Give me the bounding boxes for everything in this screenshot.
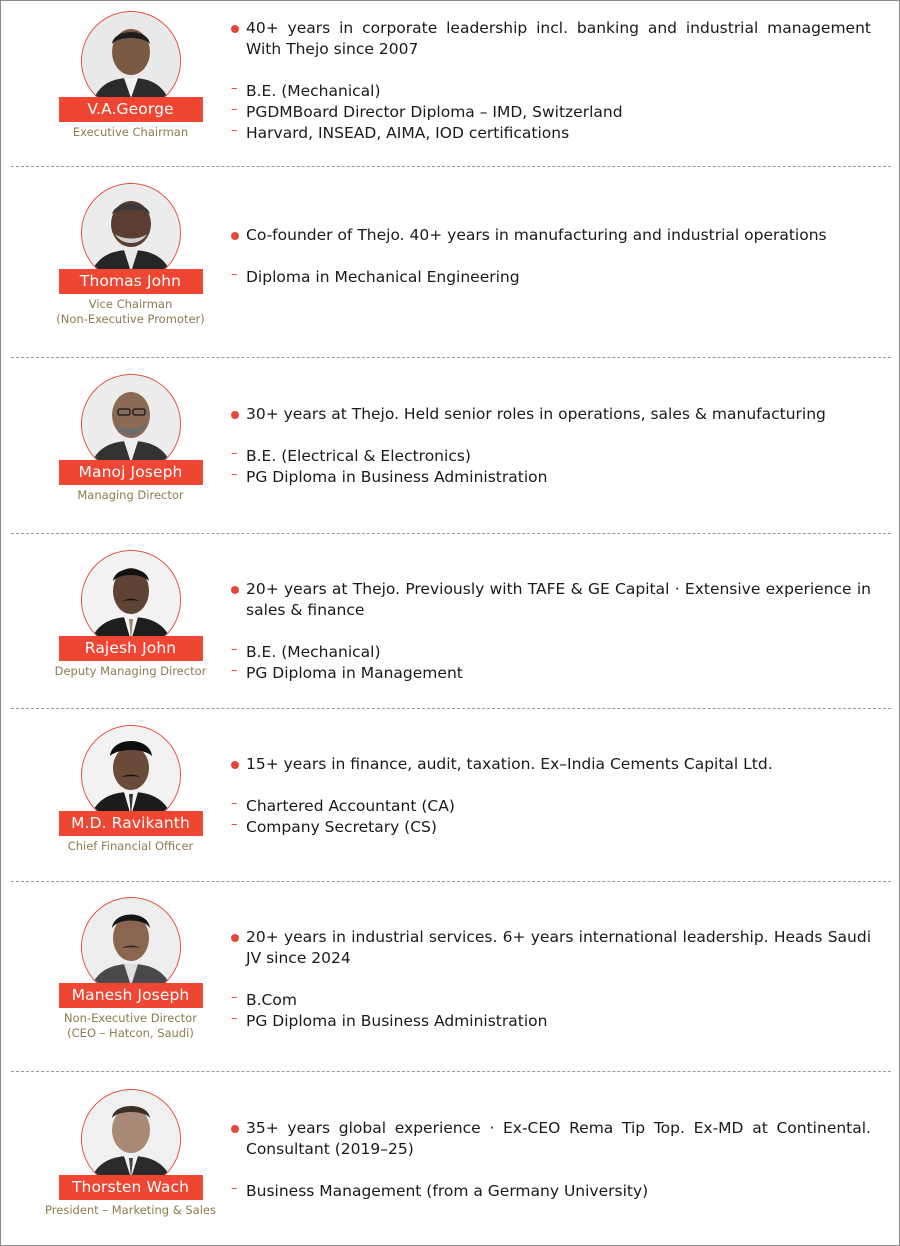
dash-icon: – xyxy=(231,642,238,657)
person-role: Deputy Managing Director xyxy=(54,664,207,678)
experience-summary: 15+ years in finance, audit, taxation. Ex–India Cements Capital Ltd. xyxy=(231,754,871,775)
profile-card xyxy=(43,897,218,1041)
qualifications-list xyxy=(231,1181,871,1202)
profile-card xyxy=(43,1089,218,1218)
person-row-manoj-joseph xyxy=(11,358,891,534)
person-name: V.A.George xyxy=(59,97,203,122)
qualification-item: – B.E. (Electrical & Electronics) xyxy=(231,446,871,467)
bullet-dot-icon xyxy=(231,232,239,240)
person-name: Manesh Joseph xyxy=(59,983,203,1008)
bullet-dot-icon xyxy=(231,934,239,942)
profile-card xyxy=(43,374,218,503)
qualifications-list xyxy=(231,990,871,1032)
qualification-item: – Chartered Accountant (CA) xyxy=(231,796,871,817)
dash-icon: – xyxy=(231,663,238,678)
person-row-thomas-john xyxy=(11,167,891,358)
person-details xyxy=(231,404,871,488)
dash-icon: – xyxy=(231,123,238,138)
profile-card xyxy=(43,550,218,679)
person-role: Vice Chairman (Non-Executive Promoter) xyxy=(56,297,205,326)
person-row-va-george xyxy=(11,1,891,167)
person-row-manesh-joseph xyxy=(11,882,891,1072)
qualifications-list xyxy=(231,446,871,488)
person-role: President – Marketing & Sales xyxy=(45,1203,216,1217)
qualifications-list xyxy=(231,642,871,684)
person-role: Managing Director xyxy=(77,488,184,502)
dash-icon: – xyxy=(231,817,238,832)
qualification-item: – B.Com xyxy=(231,990,871,1011)
experience-summary: Co-founder of Thejo. 40+ years in manufacturing and industrial operations xyxy=(231,225,871,246)
qualification-item: – Business Management (from a Germany University) xyxy=(231,1181,871,1202)
qualifications-list xyxy=(231,267,871,288)
person-role: Non-Executive Director (CEO – Hatcon, Saudi) xyxy=(64,1011,197,1040)
dash-icon: – xyxy=(231,1011,238,1026)
portrait-photo xyxy=(81,550,181,650)
portrait-photo xyxy=(81,183,181,283)
person-details xyxy=(231,754,871,838)
portrait-photo xyxy=(81,897,181,997)
bullet-dot-icon xyxy=(231,586,239,594)
qualifications-list xyxy=(231,796,871,838)
qualification-item: – Company Secretary (CS) xyxy=(231,817,871,838)
bullet-dot-icon xyxy=(231,411,239,419)
experience-summary: 20+ years in industrial services. 6+ years international leadership. Heads Saudi JV since 2024 xyxy=(231,927,871,969)
person-details xyxy=(231,225,871,288)
bullet-dot-icon xyxy=(231,25,239,33)
person-name: Rajesh John xyxy=(59,636,203,661)
dash-icon: – xyxy=(231,990,238,1005)
experience-summary: 20+ years at Thejo. Previously with TAFE & GE Capital · Extensive experience in sales & finance xyxy=(231,579,871,621)
portrait-photo xyxy=(81,374,181,474)
experience-summary: 35+ years global experience · Ex-CEO Rema Tip Top. Ex-MD at Continental. Consultant (2019–25) xyxy=(231,1118,871,1160)
person-name: Manoj Joseph xyxy=(59,460,203,485)
person-name: Thorsten Wach xyxy=(59,1175,203,1200)
bullet-dot-icon xyxy=(231,761,239,769)
person-details xyxy=(231,927,871,1032)
profile-card xyxy=(43,725,218,854)
profile-card xyxy=(43,11,218,140)
person-row-rajesh-john xyxy=(11,534,891,709)
qualification-item: – B.E. (Mechanical) xyxy=(231,81,871,102)
experience-summary: 30+ years at Thejo. Held senior roles in operations, sales & manufacturing xyxy=(231,404,871,425)
portrait-photo xyxy=(81,11,181,111)
dash-icon: – xyxy=(231,796,238,811)
dash-icon: – xyxy=(231,467,238,482)
experience-summary: 40+ years in corporate leadership incl. banking and industrial management With Thejo since 2007 xyxy=(231,18,871,60)
qualification-item: – PG Diploma in Business Administration xyxy=(231,467,871,488)
person-details xyxy=(231,18,871,144)
qualification-item: – Diploma in Mechanical Engineering xyxy=(231,267,871,288)
bullet-dot-icon xyxy=(231,1125,239,1133)
portrait-photo xyxy=(81,725,181,825)
qualification-item: – Harvard, INSEAD, AIMA, IOD certifications xyxy=(231,123,871,144)
person-name: Thomas John xyxy=(59,269,203,294)
person-name: M.D. Ravikanth xyxy=(59,811,203,836)
person-row-thorsten-wach xyxy=(11,1072,891,1244)
qualification-item: – PG Diploma in Management xyxy=(231,663,871,684)
dash-icon: – xyxy=(231,102,238,117)
person-role: Executive Chairman xyxy=(72,125,189,139)
dash-icon: – xyxy=(231,1181,238,1196)
qualifications-list xyxy=(231,81,871,144)
portrait-photo xyxy=(81,1089,181,1189)
qualification-item: – PGDMBoard Director Diploma – IMD, Switzerland xyxy=(231,102,871,123)
person-row-md-ravikanth xyxy=(11,709,891,882)
dash-icon: – xyxy=(231,81,238,96)
dash-icon: – xyxy=(231,267,238,282)
qualification-item: – PG Diploma in Business Administration xyxy=(231,1011,871,1032)
person-role: Chief Financial Officer xyxy=(67,839,194,853)
profile-card xyxy=(43,183,218,327)
dash-icon: – xyxy=(231,446,238,461)
person-details xyxy=(231,1118,871,1202)
person-details xyxy=(231,579,871,684)
qualification-item: – B.E. (Mechanical) xyxy=(231,642,871,663)
